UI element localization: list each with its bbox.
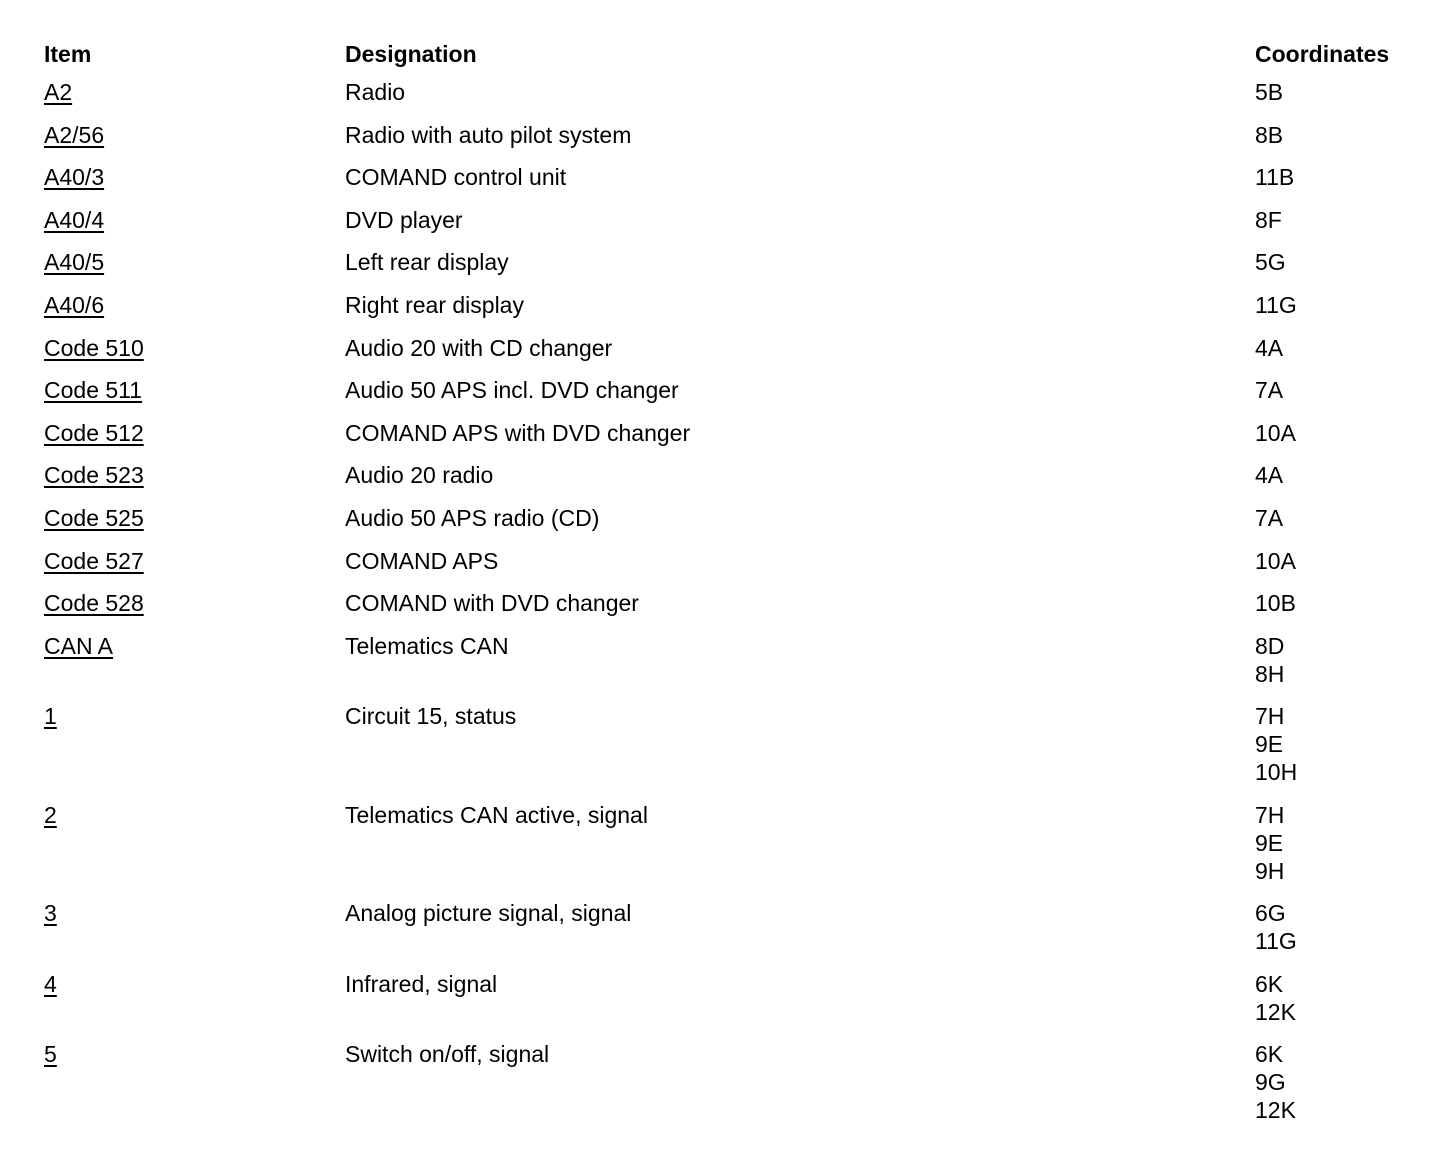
coordinate-value: 5G xyxy=(1255,249,1286,276)
item-link[interactable]: Code 511 xyxy=(44,377,143,404)
designation-cell: Radio with auto pilot system xyxy=(345,121,632,148)
item-cell xyxy=(44,248,104,276)
coordinates-cell xyxy=(1255,504,1283,532)
item-cell xyxy=(44,78,72,106)
coordinates-cell xyxy=(1255,78,1283,106)
coordinate-value: 9H xyxy=(1255,857,1285,884)
coordinate-value: 4A xyxy=(1255,334,1284,361)
coordinates-cell xyxy=(1255,206,1282,234)
item-cell xyxy=(44,970,57,998)
item-link[interactable]: Code 510 xyxy=(44,334,144,361)
table-row xyxy=(44,334,1444,377)
coordinates-cell xyxy=(1255,461,1283,489)
table-row xyxy=(44,547,1444,590)
table-row xyxy=(44,801,1444,900)
designation-cell: Left rear display xyxy=(345,249,509,276)
item-link[interactable]: A40/3 xyxy=(44,164,105,191)
item-cell xyxy=(44,206,104,234)
item-link[interactable]: A40/4 xyxy=(44,206,105,233)
table-row xyxy=(44,78,1444,121)
header-designation: Designation xyxy=(345,41,477,67)
table-row xyxy=(44,504,1444,547)
coordinates-cell xyxy=(1255,801,1284,885)
item-link[interactable]: CAN A xyxy=(44,632,114,659)
designation-cell: Telematics CAN active, signal xyxy=(345,801,648,828)
table-row xyxy=(44,970,1444,1041)
item-link[interactable]: 1 xyxy=(44,703,57,730)
header-row xyxy=(44,38,1444,78)
item-cell xyxy=(44,461,144,489)
coordinates-cell xyxy=(1255,547,1296,575)
coordinates-cell xyxy=(1255,248,1286,276)
coordinates-cell xyxy=(1255,970,1296,1026)
table-row xyxy=(44,376,1444,419)
coordinates-cell xyxy=(1255,121,1283,149)
item-cell xyxy=(44,801,57,829)
coordinates-cell xyxy=(1255,899,1297,955)
designation-cell: Infrared, signal xyxy=(345,970,498,997)
item-link[interactable]: Code 527 xyxy=(44,547,144,574)
designation-cell: Audio 20 with CD changer xyxy=(345,334,613,361)
item-cell xyxy=(44,376,142,404)
designation-cell: COMAND with DVD changer xyxy=(345,590,639,617)
coordinate-value: 7H xyxy=(1255,703,1285,730)
designation-cell: Switch on/off, signal xyxy=(345,1041,550,1068)
coordinate-value: 8H xyxy=(1255,660,1285,687)
item-link[interactable]: 5 xyxy=(44,1041,57,1068)
designation-cell: Radio xyxy=(345,79,406,105)
item-cell xyxy=(44,899,57,927)
coordinates-cell xyxy=(1255,1040,1296,1124)
item-cell xyxy=(44,121,104,149)
coordinates-cell xyxy=(1255,334,1283,362)
designation-cell: COMAND control unit xyxy=(345,164,567,191)
coordinate-value: 7H xyxy=(1255,801,1285,828)
coordinates-cell xyxy=(1255,589,1296,617)
coordinate-value: 6K xyxy=(1255,970,1284,997)
coordinates-cell xyxy=(1255,632,1284,688)
item-cell xyxy=(44,291,104,319)
table-row xyxy=(44,632,1444,703)
designation-cell: Telematics CAN xyxy=(345,632,509,659)
table-row xyxy=(44,899,1444,970)
coordinate-value: 9E xyxy=(1255,829,1284,856)
item-link[interactable]: A40/5 xyxy=(44,249,105,276)
designation-cell: Circuit 15, status xyxy=(345,703,517,730)
coordinate-value: 8D xyxy=(1255,632,1285,659)
item-cell xyxy=(44,547,144,575)
coordinate-value: 9G xyxy=(1255,1069,1286,1096)
coordinate-value: 10H xyxy=(1255,759,1298,786)
coordinate-value: 11G xyxy=(1255,928,1297,955)
item-cell xyxy=(44,632,113,660)
table-row xyxy=(44,702,1444,801)
table-row xyxy=(44,419,1444,462)
designation-cell: COMAND APS with DVD changer xyxy=(345,419,691,446)
coordinate-value: 8B xyxy=(1255,121,1284,148)
coordinate-value: 10B xyxy=(1255,590,1296,617)
table-row xyxy=(44,1040,1444,1139)
coordinate-value: 11B xyxy=(1255,164,1295,191)
coordinate-value: 4A xyxy=(1255,462,1284,489)
designation-cell: Right rear display xyxy=(345,291,524,318)
item-cell xyxy=(44,702,57,730)
item-cell xyxy=(44,1040,57,1068)
coordinate-value: 10A xyxy=(1255,547,1296,574)
item-link[interactable]: A2 xyxy=(44,79,73,105)
item-link[interactable]: 3 xyxy=(44,900,57,927)
designation-cell: Audio 20 radio xyxy=(345,462,494,489)
header-item: Item xyxy=(44,41,92,67)
header-coordinates: Coordinates xyxy=(1255,41,1390,67)
coordinate-value: 11G xyxy=(1255,291,1297,318)
item-cell xyxy=(44,419,144,447)
item-cell xyxy=(44,163,104,191)
coordinates-cell xyxy=(1255,376,1283,404)
coordinate-value: 8F xyxy=(1255,206,1282,233)
item-link[interactable]: A40/6 xyxy=(44,291,105,318)
designation-cell: COMAND APS xyxy=(345,547,499,574)
legend-table xyxy=(44,38,1444,1139)
coordinates-cell xyxy=(1255,163,1294,191)
table-row xyxy=(44,589,1444,632)
coordinates-cell xyxy=(1255,702,1297,786)
item-link[interactable]: Code 525 xyxy=(44,504,144,531)
coordinate-value: 7A xyxy=(1255,377,1284,404)
coordinate-value: 9E xyxy=(1255,731,1284,758)
item-link[interactable]: Code 523 xyxy=(44,462,144,489)
coordinate-value: 6K xyxy=(1255,1041,1284,1068)
coordinate-value: 10A xyxy=(1255,419,1296,446)
item-link[interactable]: Code 528 xyxy=(44,590,144,617)
table-row xyxy=(44,291,1444,334)
item-cell xyxy=(44,589,144,617)
item-cell xyxy=(44,334,144,362)
table-row xyxy=(44,206,1444,249)
table-body xyxy=(44,78,1444,1139)
item-cell xyxy=(44,504,144,532)
table-row xyxy=(44,163,1444,206)
table-row xyxy=(44,461,1444,504)
coordinate-value: 7A xyxy=(1255,504,1284,531)
designation-cell: Analog picture signal, signal xyxy=(345,900,632,927)
coordinate-value: 5B xyxy=(1255,79,1284,105)
item-link[interactable]: Code 512 xyxy=(44,419,144,446)
coordinates-cell xyxy=(1255,419,1296,447)
designation-cell: Audio 50 APS incl. DVD changer xyxy=(345,377,679,404)
coordinate-value: 12K xyxy=(1255,998,1296,1025)
designation-cell: Audio 50 APS radio (CD) xyxy=(345,504,600,531)
coordinate-value: 6G xyxy=(1255,900,1286,927)
item-link[interactable]: 4 xyxy=(44,970,57,997)
table-row xyxy=(44,121,1444,164)
item-link[interactable]: A2/56 xyxy=(44,121,105,148)
coordinate-value: 12K xyxy=(1255,1097,1296,1124)
coordinates-cell xyxy=(1255,291,1297,319)
table-row xyxy=(44,248,1444,291)
item-link[interactable]: 2 xyxy=(44,801,57,828)
designation-cell: DVD player xyxy=(345,206,463,233)
